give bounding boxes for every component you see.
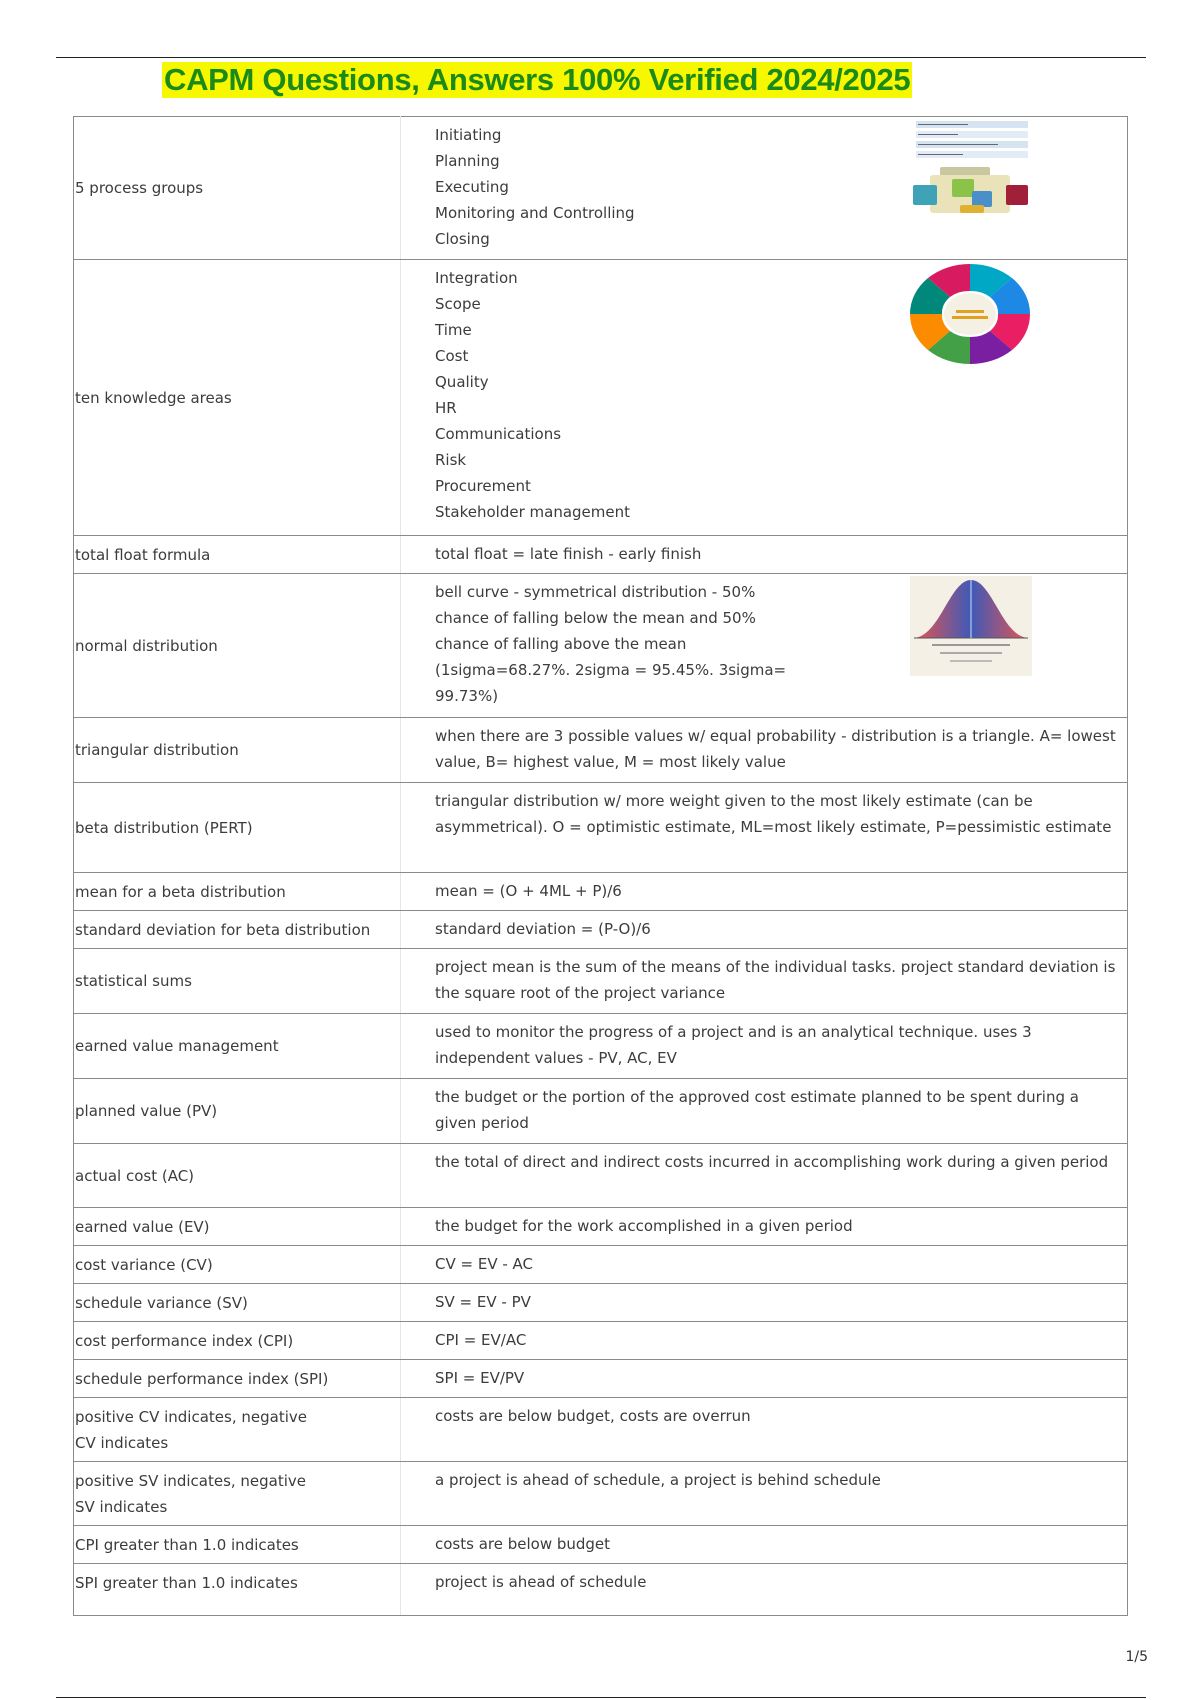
question-text: positive SV indicates, negative SV indicates xyxy=(75,1471,307,1516)
answer-line: Communications xyxy=(435,425,562,443)
table-row xyxy=(74,117,1128,260)
question-cell: statistical sums xyxy=(74,949,401,1014)
question-cell: schedule performance index (SPI) xyxy=(74,1360,401,1398)
answer-cell: standard deviation = (P-O)/6 xyxy=(401,911,1128,949)
table-row xyxy=(74,536,1128,574)
top-rule xyxy=(56,57,1146,58)
answer-line: Risk xyxy=(435,451,467,469)
question-cell: total float formula xyxy=(74,536,401,574)
question-cell: earned value management xyxy=(74,1014,401,1079)
answer-line: Stakeholder management xyxy=(435,503,630,521)
answer-line: chance of falling below the mean and 50% xyxy=(435,609,756,627)
question-cell: schedule variance (SV) xyxy=(74,1284,401,1322)
question-cell: normal distribution xyxy=(74,574,401,718)
answer-line: Scope xyxy=(435,295,481,313)
table-row xyxy=(74,1284,1128,1322)
table-row xyxy=(74,260,1128,536)
answer-line: Integration xyxy=(435,269,518,287)
answer-cell: SPI = EV/PV xyxy=(401,1360,1128,1398)
question-cell: cost performance index (CPI) xyxy=(74,1322,401,1360)
question-cell: planned value (PV) xyxy=(74,1079,401,1144)
answer-line: HR xyxy=(435,399,457,417)
question-cell: CPI greater than 1.0 indicates xyxy=(74,1526,401,1564)
table-row xyxy=(74,783,1128,873)
answer-line: Closing xyxy=(435,230,490,248)
table-row xyxy=(74,911,1128,949)
answer-cell: the budget for the work accomplished in a given period xyxy=(401,1208,1128,1246)
page-number: 1/5 xyxy=(1125,1649,1148,1665)
bell-curve-image xyxy=(910,576,1032,676)
question-cell xyxy=(74,1398,401,1462)
bottom-rule xyxy=(56,1697,1146,1698)
answer-line: chance of falling above the mean xyxy=(435,635,687,653)
question-cell: cost variance (CV) xyxy=(74,1246,401,1284)
answer-cell: project mean is the sum of the means of the individual tasks. project standard deviation is the square root of the project variance xyxy=(401,949,1128,1014)
question-cell: mean for a beta distribution xyxy=(74,873,401,911)
answer-cell xyxy=(401,260,1128,536)
answer-cell: a project is ahead of schedule, a project is behind schedule xyxy=(401,1462,1128,1526)
answer-cell: the total of direct and indirect costs incurred in accomplishing work during a given period xyxy=(401,1144,1128,1208)
table-row xyxy=(74,1398,1128,1462)
answer-cell: costs are below budget xyxy=(401,1526,1128,1564)
table-row xyxy=(74,1246,1128,1284)
answer-cell: the budget or the portion of the approved cost estimate planned to be spent during a given period xyxy=(401,1079,1128,1144)
answer-line: Initiating xyxy=(435,126,502,144)
flashcard-table xyxy=(73,116,1128,1616)
answer-cell: CPI = EV/AC xyxy=(401,1322,1128,1360)
answer-line: (1sigma=68.27%. 2sigma = 95.45%. 3sigma= xyxy=(435,661,787,679)
answer-line: Procurement xyxy=(435,477,531,495)
answer-cell: SV = EV - PV xyxy=(401,1284,1128,1322)
answer-cell: used to monitor the progress of a project and is an analytical technique. uses 3 independent values - PV, AC, EV xyxy=(401,1014,1128,1079)
process-groups-diagram-image xyxy=(910,119,1032,217)
table-row xyxy=(74,574,1128,718)
question-cell xyxy=(74,1462,401,1526)
question-text: positive CV indicates, negative CV indicates xyxy=(75,1407,307,1452)
answer-line: Quality xyxy=(435,373,489,391)
table-row xyxy=(74,1462,1128,1526)
answer-cell: costs are below budget, costs are overrun xyxy=(401,1398,1128,1462)
question-cell: beta distribution (PERT) xyxy=(74,783,401,873)
question-cell: SPI greater than 1.0 indicates xyxy=(74,1564,401,1616)
answer-cell: triangular distribution w/ more weight given to the most likely estimate (can be asymmetrical). O = optimistic estimate, ML=most likely estimate, P=pessimistic estimate xyxy=(401,783,1128,873)
table-row xyxy=(74,1322,1128,1360)
answer-line: bell curve - symmetrical distribution - 50% xyxy=(435,583,756,601)
answer-line: Planning xyxy=(435,152,500,170)
answer-cell: CV = EV - AC xyxy=(401,1246,1128,1284)
table-row xyxy=(74,873,1128,911)
document-title: CAPM Questions, Answers 100% Verified 2024/2025 xyxy=(164,62,911,97)
answer-line: Time xyxy=(435,321,472,339)
answer-cell: project is ahead of schedule xyxy=(401,1564,1128,1616)
question-cell: earned value (EV) xyxy=(74,1208,401,1246)
answer-cell: when there are 3 possible values w/ equal probability - distribution is a triangle. A= lowest value, B= highest value, M = most likely value xyxy=(401,718,1128,783)
answer-cell: mean = (O + 4ML + P)/6 xyxy=(401,873,1128,911)
knowledge-areas-wheel-image xyxy=(908,262,1032,366)
answer-line: Cost xyxy=(435,347,469,365)
table-row xyxy=(74,1526,1128,1564)
table-row xyxy=(74,1564,1128,1616)
question-cell: 5 process groups xyxy=(74,117,401,260)
question-cell: triangular distribution xyxy=(74,718,401,783)
question-cell: actual cost (AC) xyxy=(74,1144,401,1208)
table-row xyxy=(74,718,1128,783)
table-row xyxy=(74,949,1128,1014)
answer-line: 99.73%) xyxy=(435,687,499,705)
question-cell: ten knowledge areas xyxy=(74,260,401,536)
answer-cell xyxy=(401,574,1128,718)
question-cell: standard deviation for beta distribution xyxy=(74,911,401,949)
table-row xyxy=(74,1360,1128,1398)
table-row xyxy=(74,1144,1128,1208)
answer-cell: total float = late finish - early finish xyxy=(401,536,1128,574)
answer-cell xyxy=(401,117,1128,260)
table-row xyxy=(74,1208,1128,1246)
answer-line: Executing xyxy=(435,178,509,196)
answer-line: Monitoring and Controlling xyxy=(435,204,635,222)
table-row xyxy=(74,1079,1128,1144)
table-row xyxy=(74,1014,1128,1079)
